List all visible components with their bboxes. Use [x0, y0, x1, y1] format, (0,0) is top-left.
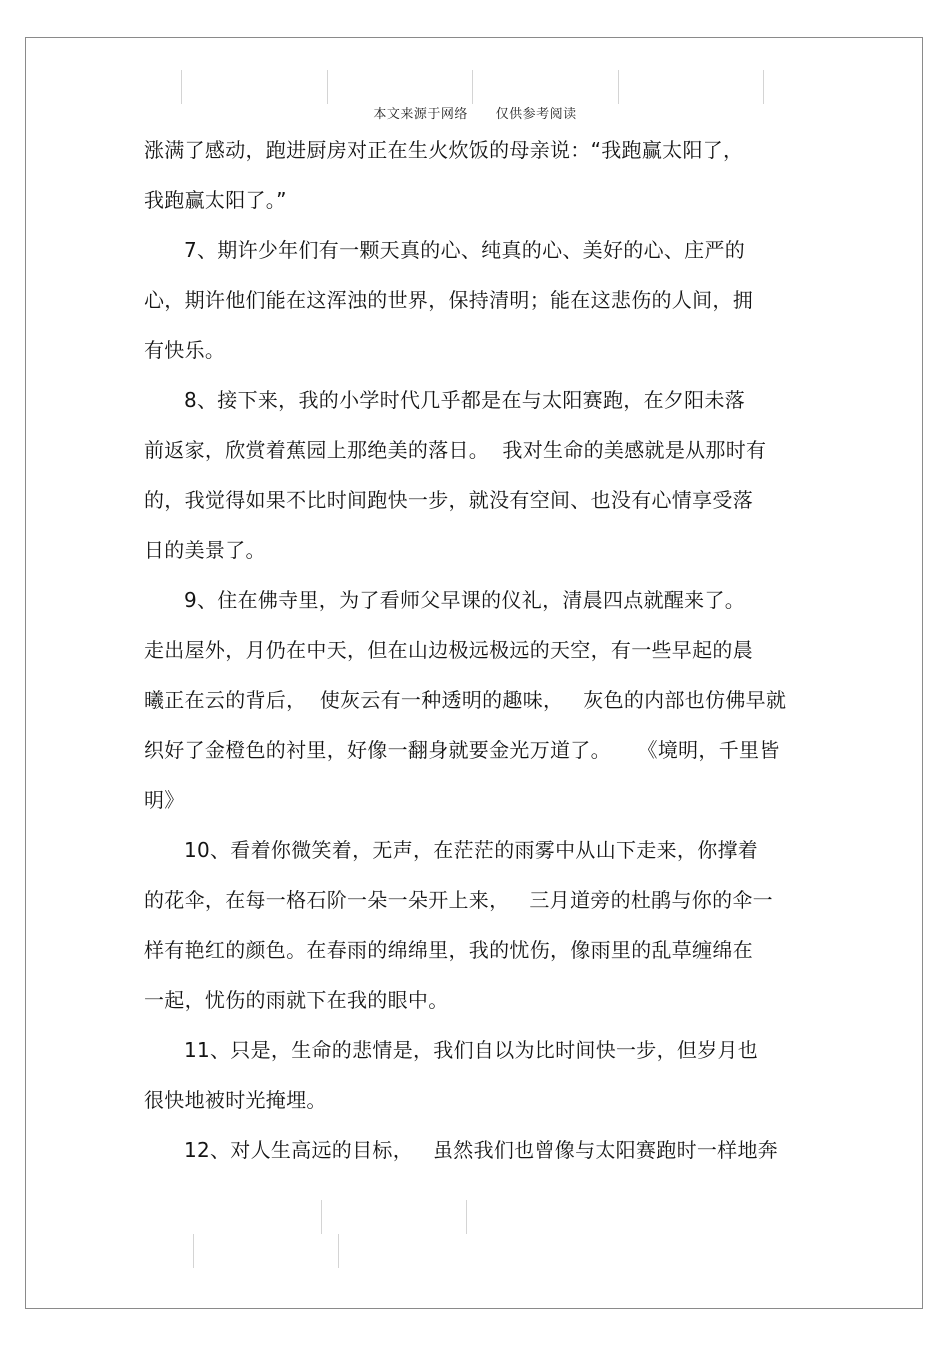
- text-line: 前返家，欣赏着蕉园上那绝美的落日。 我对生命的美感就是从那时有: [144, 438, 767, 462]
- scan-tick: [338, 1234, 339, 1268]
- scan-tick: [193, 1234, 194, 1268]
- text-line: 9、住在佛寺里，为了看师父早课的仪礼，清晨四点就醒来了。: [144, 588, 746, 612]
- text-line: 明》: [144, 788, 185, 812]
- scan-tick: [327, 70, 328, 104]
- page-frame: [25, 37, 923, 1309]
- header-note: 本文来源于网络 仅供参考阅读: [373, 107, 577, 122]
- text-line: 10、看着你微笑着，无声，在茫茫的雨雾中从山下走来，你撑着: [144, 838, 759, 862]
- text-line: 7、期许少年们有一颗天真的心、纯真的心、美好的心、庄严的: [144, 238, 746, 262]
- text-line: 的，我觉得如果不比时间跑快一步，就没有空间、也没有心情享受落: [144, 488, 753, 512]
- text-line: 11、只是，生命的悲情是，我们自以为比时间快一步，但岁月也: [144, 1038, 759, 1062]
- text-line: 的花伞，在每一格石阶一朵一朵开上来， 三月道旁的杜鹃与你的伞一: [144, 888, 773, 912]
- text-line: 很快地被时光掩埋。: [144, 1088, 327, 1112]
- scan-tick: [618, 70, 619, 104]
- text-line: 8、接下来，我的小学时代几乎都是在与太阳赛跑，在夕阳未落: [144, 388, 746, 412]
- text-line: 一起，忧伤的雨就下在我的眼中。: [144, 988, 449, 1012]
- scan-tick: [472, 70, 473, 104]
- text-line: 织好了金橙色的衬里，好像一翻身就要金光万道了。 《境明，千里皆: [144, 738, 780, 762]
- text-line: 心，期许他们能在这浑浊的世界，保持清明；能在这悲伤的人间，拥: [144, 288, 753, 312]
- scan-tick: [321, 1200, 322, 1234]
- text-line: 日的美景了。: [144, 538, 266, 562]
- scan-tick: [181, 70, 182, 104]
- text-line: 走出屋外，月仍在中天，但在山边极远极远的天空，有一些早起的晨: [144, 638, 753, 662]
- text-line: 有快乐。: [144, 338, 226, 362]
- text-line: 我跑赢太阳了。”: [144, 188, 287, 212]
- text-line: 涨满了感动，跑进厨房对正在生火炊饭的母亲说：“我跑赢太阳了，: [144, 138, 744, 162]
- scan-tick: [466, 1200, 467, 1234]
- scan-tick: [763, 70, 764, 104]
- text-line: 曦正在云的背后， 使灰云有一种透明的趣味， 灰色的内部也仿佛早就: [144, 688, 787, 712]
- text-line: 12、对人生高远的目标， 虽然我们也曾像与太阳赛跑时一样地奔: [144, 1138, 779, 1162]
- text-line: 样有艳红的颜色。在春雨的绵绵里，我的忧伤，像雨里的乱草缠绵在: [144, 938, 753, 962]
